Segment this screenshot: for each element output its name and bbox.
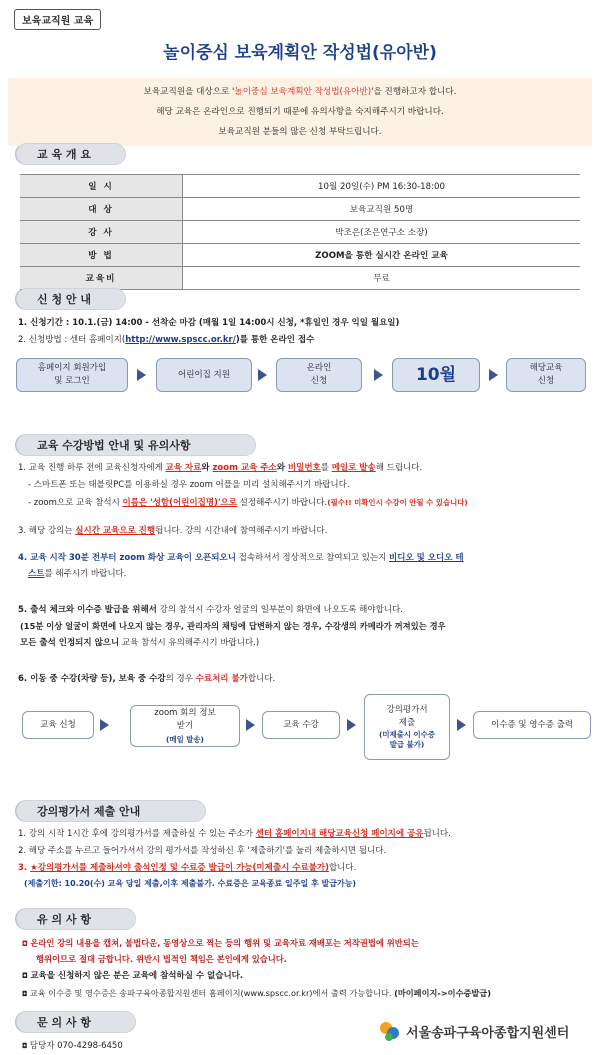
overview-table — [20, 174, 580, 290]
method-6: 6. 이동 중 수강(차량 등), 보육 중 수강의 경우 수료처리 불가합니다. — [18, 674, 276, 684]
method-4: 4. 교육 시작 30분 전부터 zoom 화상 교육이 오픈되오니 접속하셔서 정상적으로 참여되고 있는지 비디오 및 오디오 테 — [18, 553, 464, 563]
flow2-apply: 교육 신청 — [22, 711, 94, 739]
note-1: ◘ 온라인 강의 내용을 캡쳐, 불법다운, 동영상으로 찍는 등의 행위 및 교육자료 재배포는 저작권법에 위반되는 — [22, 935, 592, 952]
method-3: 3. 해당 강의는 실시간 교육으로 진행됩니다. 강의 시간내에 참여해주시기 바랍니다. — [18, 526, 328, 536]
eval-3: 3. ★강의평가서를 제출하셔야 출석인정 및 수료증 발급이 가능(미제출시 수료불가)합니다. — [18, 863, 357, 873]
eval-3-sub: (제출기한: 10.20(수) 교육 당일 제출,이후 제출불가. 수료증은 교육종료 일주일 후 발급가능) — [24, 879, 357, 888]
apply-method: 2. 신청방법 : 센터 홈페이지(http://www.spscc.or.kr/)를 통한 온라인 접수 — [18, 335, 315, 345]
center-logo-icon — [378, 1019, 402, 1043]
flow2-zoom: zoom 회의 정보 받기 (메일 발송) — [130, 705, 240, 747]
arrow-icon — [489, 369, 498, 381]
note-2: ◘ 교육을 신청하지 않은 분은 교육에 참석하실 수 없습니다. — [22, 968, 592, 984]
section-notes: 유 의 사 항 — [16, 908, 136, 930]
intro-box: 보육교직원을 대상으로 '놀이중심 보육계획안 작성법(유아반)'을 진행하고자 합니다. 해당 교육은 온라인으로 진행되기 때문에 유의사항을 숙지해주시기 바랍니다. 보육교직원 분들의 많은 신청 부탁드립니다. — [8, 78, 592, 146]
section-method: 교육 수강방법 안내 및 유의사항 — [16, 434, 256, 456]
page-title: 놀이중심 보육계획안 작성법(유아반) — [163, 43, 437, 63]
table-row: 교육비 무료 — [20, 267, 580, 290]
flow2-certificate: 이수증 및 영수증 출력 — [473, 711, 591, 739]
table-row: 대 상 보육교직원 50명 — [20, 198, 580, 221]
arrow-icon — [374, 369, 383, 381]
flow-step-apply: 해당교육 신청 — [506, 358, 586, 392]
section-evaluation: 강의평가서 제출 안내 — [16, 800, 206, 822]
homepage-link[interactable]: http://www.spscc.or.kr/ — [125, 335, 236, 345]
contact-line: ◘ 담당자 070-4298-6450 — [22, 1038, 592, 1054]
flow-step-signup: 홈페이지 회원가입 및 로그인 — [16, 358, 128, 392]
method-1-sub1: - 스마트폰 또는 태블릿PC를 이용하실 경우 zoom 어플을 미리 설치해주시기 바랍니다. — [28, 480, 350, 490]
table-row: 방 법 ZOOM을 통한 실시간 온라인 교육 — [20, 244, 580, 267]
flow2-evaluation: 강의평가서 제출 (미제출시 이수증 발급 불가) — [364, 694, 450, 760]
method-1-sub2: - zoom으로 교육 참석시 이름은 '성함(어린이집명)'으로 설정해주시기 바랍니다.(필수!! 미확인시 수강이 안될 수 있습니다) — [28, 498, 468, 508]
method-5-note2: 모든 출석 인정되지 않으니 교육 참석시 유의해주시기 바랍니다.) — [20, 638, 260, 648]
apply-period: 1. 신청기간 : 10.1.(금) 14:00 - 선착순 마감 (매월 1일 14:00시 신청, *휴일인 경우 익일 월요일) — [18, 318, 400, 328]
arrow-icon — [246, 719, 255, 731]
method-4-cont: 스트를 해주시기 바랍니다. — [28, 569, 127, 579]
eval-2: 2. 해당 주소를 누르고 들어가셔서 강의 평가서를 작성하신 후 '제출하기'를 눌러 제출하시면 됩니다. — [18, 846, 387, 856]
arrow-icon — [258, 369, 267, 381]
method-5-note: (15분 이상 얼굴이 화면에 나오지 않는 경우, 관리자의 채팅에 답변하지 않는 경우, 수강생의 카메라가 꺼져있는 경우 — [20, 621, 446, 631]
eval-1: 1. 강의 시작 1시간 후에 강의평가서를 제출하실 수 있는 주소가 센터 홈페이지내 해당교육신청 페이지에 공유됩니다. — [18, 829, 451, 839]
table-row: 일 시 10월 20일(수) PM 16:30-18:00 — [20, 175, 580, 198]
section-overview: 교 육 개 요 — [16, 143, 126, 165]
section-contact: 문 의 사 항 — [16, 1011, 136, 1033]
flow-step-month: 10월 — [392, 358, 480, 392]
section-apply: 신 청 안 내 — [16, 288, 126, 310]
flow-step-online: 온라인 신청 — [276, 358, 362, 392]
arrow-icon — [347, 719, 356, 731]
flow-step-daycare: 어린이집 지원 — [156, 358, 252, 392]
note-3: ◘ 교육 이수증 및 영수증은 송파구육아종합지원센터 홈페이지(www.spscc.or.kr)에서 출력 가능합니다. (마이페이지->이수증발급) — [22, 985, 592, 1002]
center-name: 서울송파구육아종합지원센터 — [406, 1026, 570, 1041]
method-5: 5. 출석 체크와 이수증 발급을 위해서 강의 참석시 수강자 얼굴의 일부분이 화면에 나오도록 해야합니다. — [18, 605, 403, 615]
arrow-icon — [137, 369, 146, 381]
category-tag: 보육교직원 교육 — [14, 9, 101, 30]
arrow-icon — [100, 719, 109, 731]
table-row: 강 사 박조은(조은연구소 소장) — [20, 221, 580, 244]
flow2-attend: 교육 수강 — [262, 711, 340, 739]
method-1: 1. 교육 진행 하루 전에 교육신청자에게 교육 자료와 zoom 교육 주소와 비밀번호를 메일로 발송해 드립니다. — [18, 463, 423, 473]
arrow-icon — [457, 719, 466, 731]
note-1-cont: 행위이므로 절대 금합니다. 위반시 법적인 책임은 본인에게 있습니다. — [36, 954, 287, 964]
